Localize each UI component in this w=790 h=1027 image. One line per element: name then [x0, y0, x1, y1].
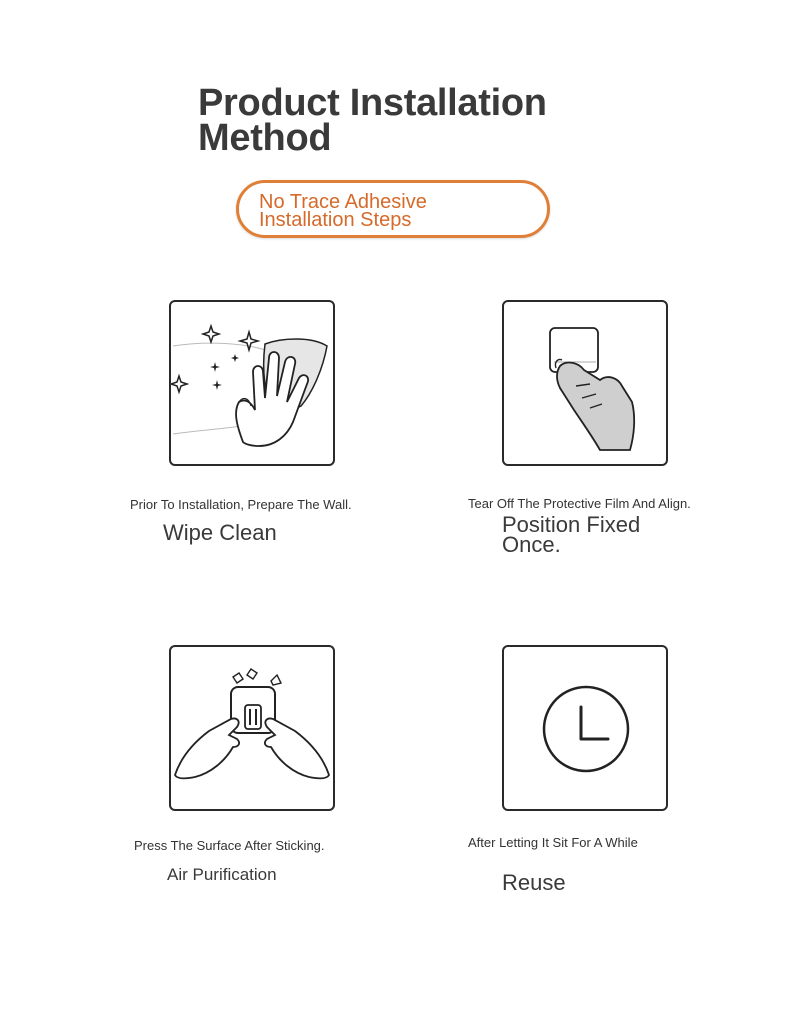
step-caption: Tear Off The Protective Film And Align. [468, 496, 691, 511]
subtitle-badge [236, 180, 550, 238]
step-label: Reuse [502, 870, 566, 895]
press-hands-icon [171, 647, 333, 809]
step-card-reuse [502, 645, 668, 811]
wipe-hand-icon [171, 302, 333, 464]
step-caption: Prior To Installation, Prepare The Wall. [130, 497, 352, 512]
peel-film-icon [504, 302, 666, 464]
step-caption: After Letting It Sit For A While [468, 835, 638, 850]
step-card-wipe [169, 300, 335, 466]
clock-icon [504, 647, 666, 809]
step-label: Air Purification [167, 865, 277, 884]
subtitle-text: No Trace Adhesive Installation Steps [259, 191, 427, 231]
step-label: Wipe Clean [163, 520, 277, 545]
page-title: Product Installation Method [198, 82, 547, 159]
step-card-position [502, 300, 668, 466]
step-caption: Press The Surface After Sticking. [134, 838, 325, 853]
step-label: Position Fixed Once. [502, 512, 641, 557]
step-card-press [169, 645, 335, 811]
